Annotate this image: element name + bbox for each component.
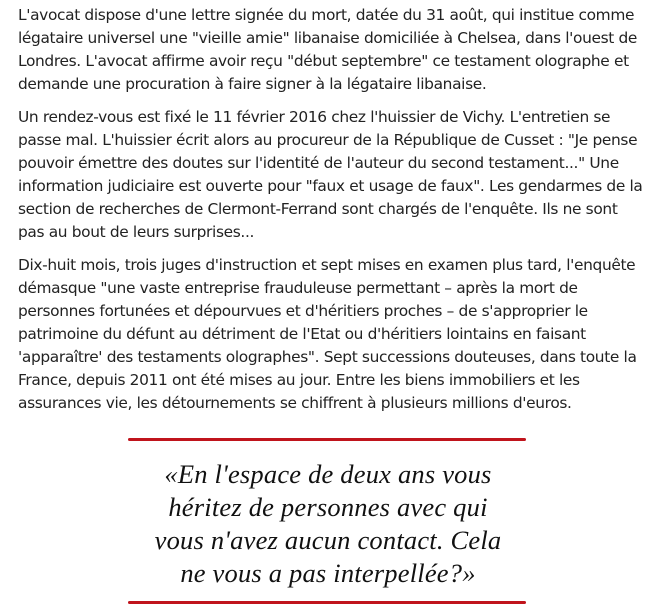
quote-line-1: «En l'espace de deux ans vous [164, 459, 492, 489]
article-paragraph-3: Dix-huit mois, trois juges d'instruction et sept mises en examen plus tard, l'enquête démasque "une vaste entreprise frauduleuse permettant – après la mort de personnes fortunées et dépourvues et d'héritiers proches – de s'approprier le patrimoine du défunt au détriment de l'Etat ou d'héritiers lointains en faisant 'apparaître' des testaments olographes". Sept successions douteuses, dans toute la France, depuis 2011 ont été mises au jour. Entre les biens immobiliers et les assurances vie, les détournements se chiffrent à plusieurs millions d'euros. [18, 256, 637, 412]
quote-text [118, 458, 538, 590]
article-paragraph-1: L'avocat dispose d'une lettre signée du mort, datée du 31 août, qui institue comme légataire universel une "vieille amie" libanaise domiciliée à Chelsea, dans l'ouest de Londres. L'avocat affirme avoir reçu "début septembre" ce testament olographe et demande une procuration à faire signer à la légataire libanaise. [18, 6, 638, 93]
quote-line-3: vous n'avez aucun contact. Cela [154, 525, 502, 555]
quote-bottom-rule [128, 601, 526, 604]
quote-line-2: héritez de personnes avec qui [168, 492, 488, 522]
article-paragraph-2: Un rendez-vous est fixé le 11 février 2016 chez l'huissier de Vichy. L'entretien se passe mal. L'huissier écrit alors au procureur de la République de Cusset : "Je pense pouvoir émettre des doutes sur l'identité de l'auteur du second testament..." Une information judiciaire est ouverte pour "faux et usage de faux". Les gendarmes de la section de recherches de Clermont-Ferrand sont chargés de l'enquête. Ils ne sont pas au bout de leurs surprises... [18, 108, 643, 241]
article-body [18, 4, 644, 425]
quote-top-rule [128, 438, 526, 441]
pull-quote [128, 438, 528, 606]
quote-line-4: ne vous a pas interpellée?» [180, 558, 476, 588]
